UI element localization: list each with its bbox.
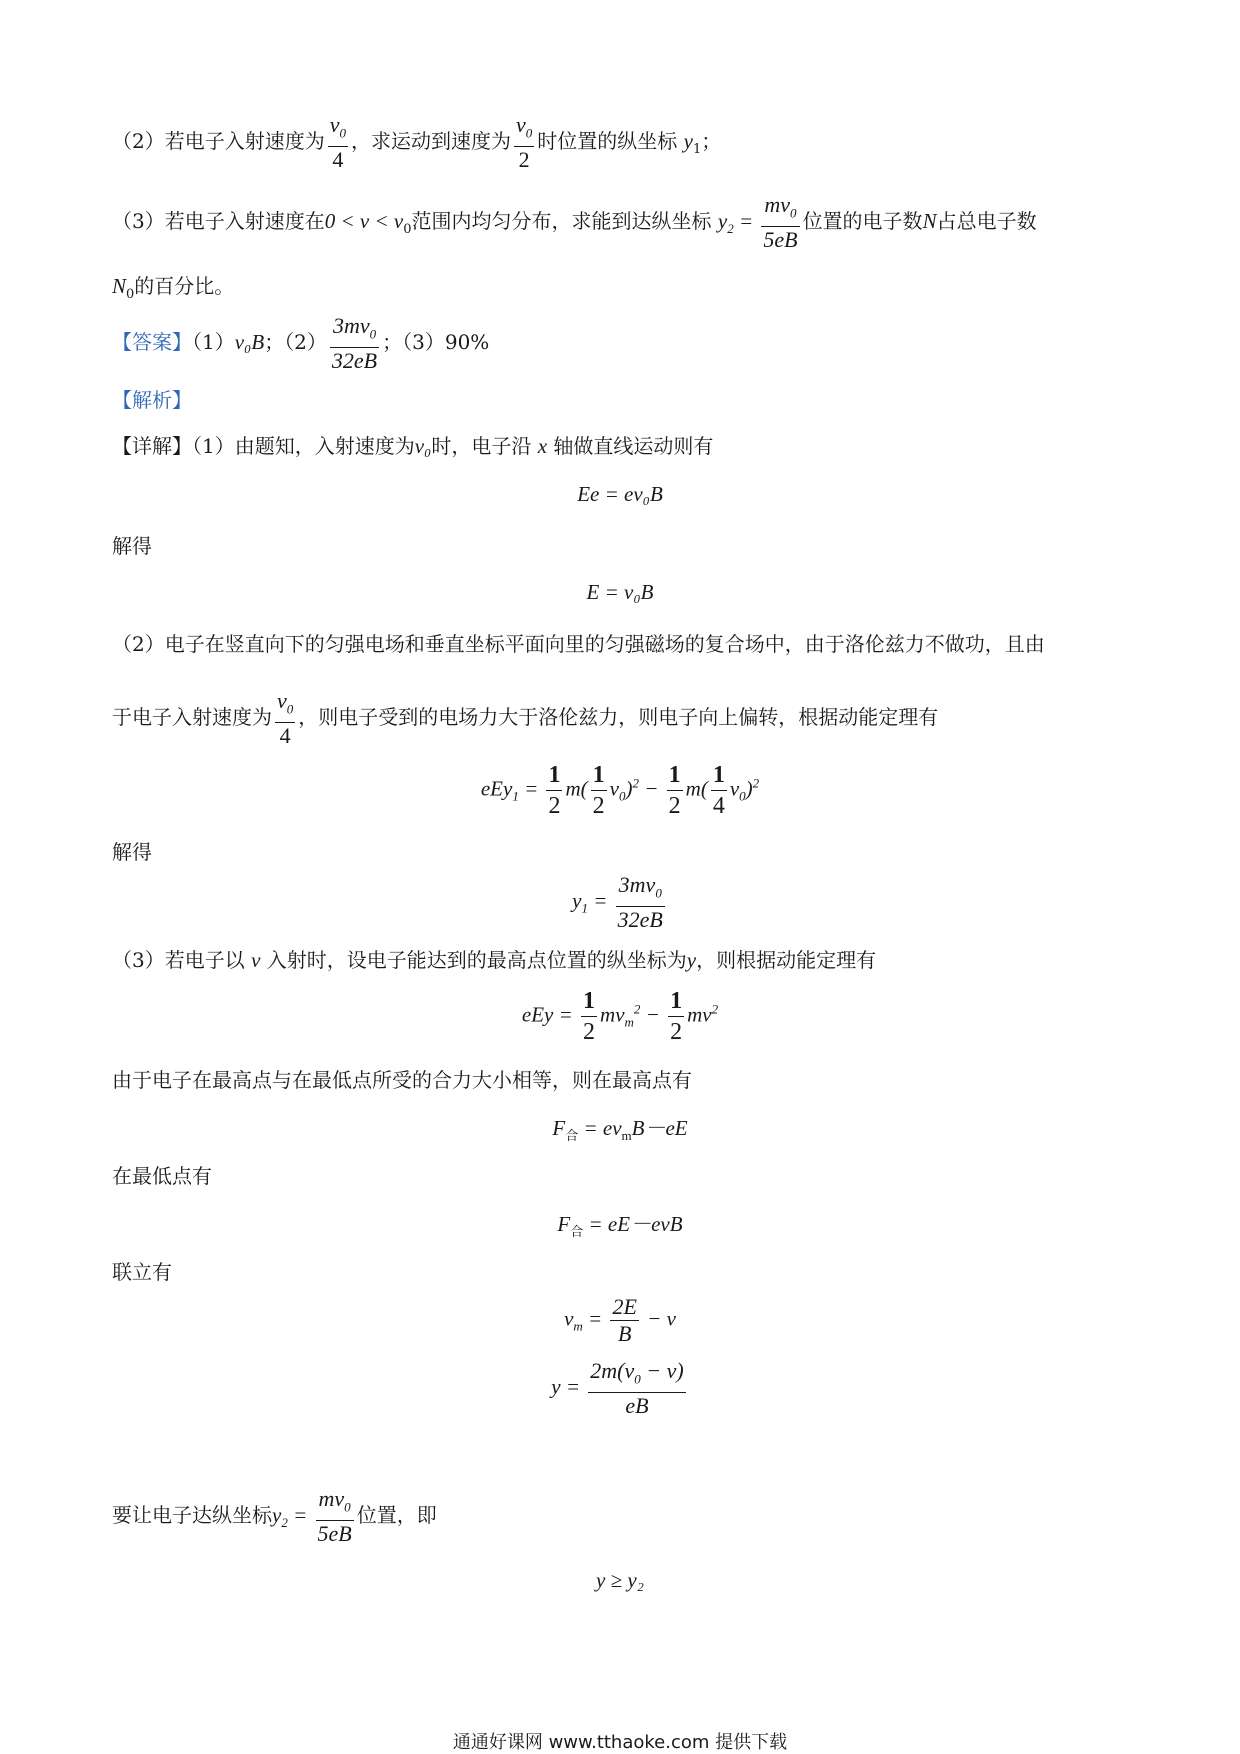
q3-line2-text: 的百分比。 [134,274,235,298]
page-footer: 通通好课网 www.tthaoke.com 提供下载 [452,1732,788,1753]
detail-text3: 轴做直线运动则有 [553,434,714,458]
p2-line2a: 于电子入射速度为 [112,705,272,730]
q3-N: N [922,209,937,234]
y1-result: $y_1$ = $\frac{3mv_0}{32eB}$ [572,872,663,933]
detail-text: （1）由题知，入射速度为 [192,434,415,458]
question-3-line-2 [112,270,234,302]
detail-x: x [537,434,548,458]
final-line: 要让电子达纵坐标$y_2$ = $\frac{mv_0}{5eB}$ 位置，即 [112,1486,437,1547]
q3-N0: N [112,274,127,298]
solve-label-1: 解得 [112,534,152,558]
q3-N0-sub: 0 [126,287,135,302]
p3-b: 入射时，设电子能达到的最高点位置的纵坐标为 [266,948,687,972]
lowest-label: 在最低点有 [112,1164,212,1188]
fraction-mv0-over-5eB-b: $\frac{mv_0}{5eB}$ [317,1486,352,1547]
f2-F: F [557,1212,571,1236]
q3-text-a: （3）若电子入射速度在 [112,209,325,234]
q3-range: 0 < v < v [324,209,404,234]
part2-line2 [112,688,938,749]
detail-line [112,430,713,459]
part3-line [112,944,876,973]
q2-end: ； [701,129,722,154]
p3-y: y [686,948,697,972]
q2-text-b: ，求运动到速度为 [351,129,511,154]
p3-v: v [251,948,261,972]
q2-var: y [683,129,693,154]
answer-v0B: v₀B [234,330,265,355]
p3-a: （3）若电子以 [112,948,245,972]
energy-equation-2: eEy = $\frac{1}{2}$ $mv_m^2$ − $\frac{1}{2}$ $mv^2$ [521,988,719,1045]
part3b-line: 由于电子在最高点与在最低点所受的合力大小相等，则在最高点有 [112,1068,692,1092]
fraction-v0-over-4: $\frac{v_0}{4}$ [329,112,346,173]
fraction-mv0-over-5eB: $\frac{mv_0}{5eB}$ [763,192,798,253]
question-2 [112,112,721,173]
q2-text-a: （2）若电子入射速度为 [112,129,325,154]
f1-m: m [621,1128,632,1144]
final-b: 位置，即 [356,1503,437,1528]
y-equation: y = $\frac{2m(v_0 - v)}{eB}$ [551,1358,684,1419]
f1-F: F [552,1116,566,1140]
q2-sub: 1 [692,142,702,158]
f2-sub: 合 [570,1224,584,1240]
part2-line1: （2）电子在竖直向下的匀强电场和垂直坐标平面向里的匀强磁场的复合场中，由于洛伦兹力不做功，且由 [112,632,1045,656]
force-equation-2 [0,1208,1240,1240]
detail-v0: v₀ [414,434,432,458]
vm-equation: $v_m$ = $\frac{2E}{B}$ − v [564,1294,676,1346]
fraction-v0-over-2: $\frac{v_0}{2}$ [516,112,533,173]
answer-label: 【答案】 [112,330,192,355]
f1-rest2: B－eE [631,1116,688,1140]
fraction-v0-over-4-b: $\frac{v_0}{4}$ [277,688,294,749]
answer-line [112,313,489,374]
detail-label: 【详解】 [112,434,192,458]
equation-2: E = v₀B [586,580,654,604]
answer-p2: ；（2） [264,330,327,355]
q3-text-c: 位置的电子数 [802,209,923,234]
detail-text2: 时，电子沿 [431,434,532,458]
question-3 [112,192,1037,253]
q3-text-b: 范围内均匀分布，求能到达纵坐标 [411,209,712,234]
final-a: 要让电子达纵坐标 [112,1503,272,1528]
fraction-3mv0-over-32eB: $\frac{3mv_0}{32eB}$ [331,313,378,374]
p3-c: ，则根据动能定理有 [696,948,877,972]
combine-label: 联立有 [112,1260,172,1284]
f1-sub: 合 [565,1128,579,1144]
solve-label-2: 解得 [112,840,152,864]
analysis-label: 【解析】 [112,388,192,412]
q2-text-c: 时位置的纵坐标 [537,129,678,154]
q3-text-d: 占总电子数 [936,209,1037,234]
energy-equation-1: eEy$_1$ = $\frac{1}{2}$ m( $\frac{1}{2}$ $v_0)^2$ − $\frac{1}{2}$ m( $\frac{1}{4}$ $v_0)^2$ [480,762,760,819]
answer-p1: （1） [192,330,235,355]
q3-range-sub: 0 [403,222,412,238]
p2-line2b: ，则电子受到的电场力大于洛伦兹力，则电子向上偏转，根据动能定理有 [298,705,939,730]
f2-rest: = eE－evB [583,1212,683,1236]
equation-1: Ee = ev₀B [577,482,663,506]
answer-p3: ；（3）90% [382,330,490,355]
inequality: y ≥ y₂ [596,1568,644,1592]
force-equation-1 [0,1112,1240,1144]
y2-equation: $y_2$ = [717,209,759,237]
f1-rest: = ev [578,1116,622,1140]
